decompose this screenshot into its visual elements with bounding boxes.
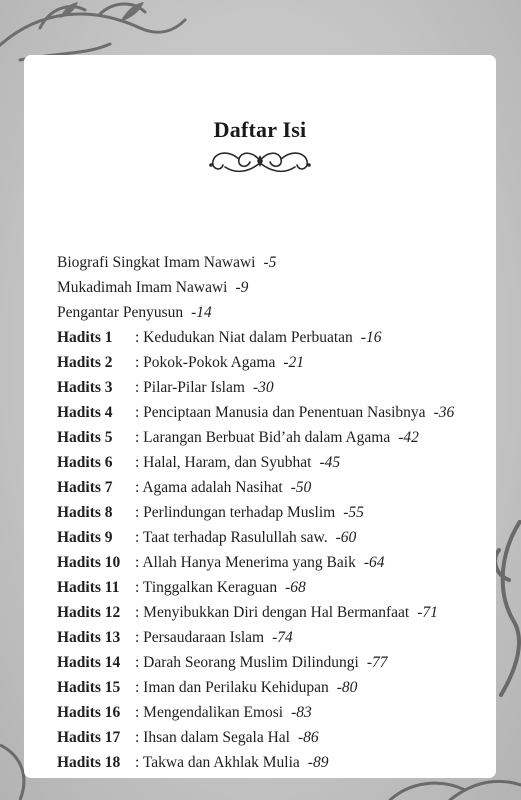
hadits-title: : Allah Hanya Menerima yang Baik [135,554,356,571]
toc-page-number: -71 [417,604,438,621]
toc-page-number: -50 [290,479,312,496]
hadits-title: : Penciptaan Manusia dan Penentuan Nasibnya [135,404,426,421]
hadits-title: : Menyibukkan Diri dengan Hal Bermanfaat [135,604,410,621]
toc-page-number: -45 [319,454,341,471]
toc-entry[interactable] [57,275,497,300]
hadits-label: Hadits 10 [57,554,121,571]
hadits-title: : Mengendalikan Emosi [135,704,284,721]
toc-entry-title: Mukadimah Imam Nawawi [57,279,228,296]
toc-page-number: -5 [263,254,277,271]
toc-hadits-entry[interactable] [57,375,497,400]
toc-hadits-entry[interactable] [57,325,497,350]
toc-hadits-entry[interactable] [57,550,497,575]
hadits-title: : Darah Seorang Muslim Dilindungi [135,654,359,671]
hadits-title: : Taat terhadap Rasulullah saw. [135,529,328,546]
hadits-label: Hadits 9 [57,529,113,546]
hadits-title: : Pilar-Pilar Islam [135,379,245,396]
hadits-label: Hadits 14 [57,654,121,671]
toc-hadits-entry[interactable] [57,450,497,475]
toc-page-number: -83 [291,704,312,721]
hadits-label: Hadits 13 [57,629,121,646]
toc-page-number: -77 [366,654,388,671]
hadits-title: : Ihsan dalam Segala Hal [135,729,290,746]
toc-hadits-entry[interactable] [57,500,497,525]
toc-page-number: -60 [335,529,357,546]
toc-page-number: -68 [285,579,306,596]
toc-hadits-entry[interactable] [57,725,497,750]
toc-page-number: -9 [235,279,249,296]
hadits-title: : Halal, Haram, dan Syubhat [135,454,312,471]
table-of-contents [57,250,497,775]
hadits-label: Hadits 3 [57,379,113,396]
toc-hadits-entry[interactable] [57,575,497,600]
toc-hadits-entry[interactable] [57,475,497,500]
toc-hadits-entry[interactable] [57,650,497,675]
toc-page-number: -21 [283,354,305,371]
hadits-title: : Perlindungan terhadap Muslim [135,504,336,521]
toc-hadits-entry[interactable] [57,400,497,425]
toc-page-number: -42 [398,429,419,446]
hadits-label: Hadits 17 [57,729,121,746]
hadits-title: : Iman dan Perilaku Kehidupan [135,679,329,696]
toc-hadits-entry[interactable] [57,350,497,375]
hadits-label: Hadits 6 [57,454,113,471]
toc-page-number: -64 [363,554,385,571]
toc-page-number: -16 [360,329,382,346]
toc-hadits-entry[interactable] [57,675,497,700]
hadits-title: : Persaudaraan Islam [135,629,265,646]
toc-entry-title: Pengantar Penyusun [57,304,184,321]
toc-hadits-entry[interactable] [57,425,497,450]
hadits-title: : Takwa dan Akhlak Mulia [135,754,300,771]
hadits-title: : Larangan Berbuat Bid’ah dalam Agama [135,429,391,446]
hadits-label: Hadits 7 [57,479,113,496]
toc-page-number: -86 [297,729,319,746]
toc-hadits-entry[interactable] [57,525,497,550]
toc-page-number: -30 [252,379,274,396]
toc-hadits-entry[interactable] [57,625,497,650]
toc-entry[interactable] [57,250,497,275]
page-title: Daftar Isi [213,117,307,142]
toc-page-number: -89 [307,754,329,771]
hadits-label: Hadits 15 [57,679,121,696]
toc-hadits-entry[interactable] [57,750,497,775]
toc-hadits-entry[interactable] [57,600,497,625]
toc-entry[interactable] [57,300,497,325]
toc-hadits-entry[interactable] [57,700,497,725]
hadits-title: : Agama adalah Nasihat [135,479,283,496]
toc-page-number: -14 [191,304,212,321]
hadits-title: : Kedudukan Niat dalam Perbuatan [135,329,353,346]
hadits-label: Hadits 2 [57,354,113,371]
toc-entry-title: Biografi Singkat Imam Nawawi [57,254,256,271]
toc-page-number: -55 [343,504,364,521]
title-flourish-ornament [205,145,315,177]
hadits-label: Hadits 8 [57,504,113,521]
toc-page-number: -74 [272,629,293,646]
toc-page-number: -36 [433,404,455,421]
content-page [24,55,496,778]
hadits-label: Hadits 1 [57,329,113,346]
hadits-title: : Tinggalkan Keraguan [135,579,278,596]
hadits-title: : Pokok-Pokok Agama [135,354,276,371]
hadits-label: Hadits 4 [57,404,113,421]
hadits-label: Hadits 16 [57,704,121,721]
hadits-label: Hadits 5 [57,429,113,446]
toc-page-number: -80 [336,679,358,696]
hadits-label: Hadits 18 [57,754,121,771]
hadits-label: Hadits 11 [57,579,120,596]
hadits-label: Hadits 12 [57,604,121,621]
